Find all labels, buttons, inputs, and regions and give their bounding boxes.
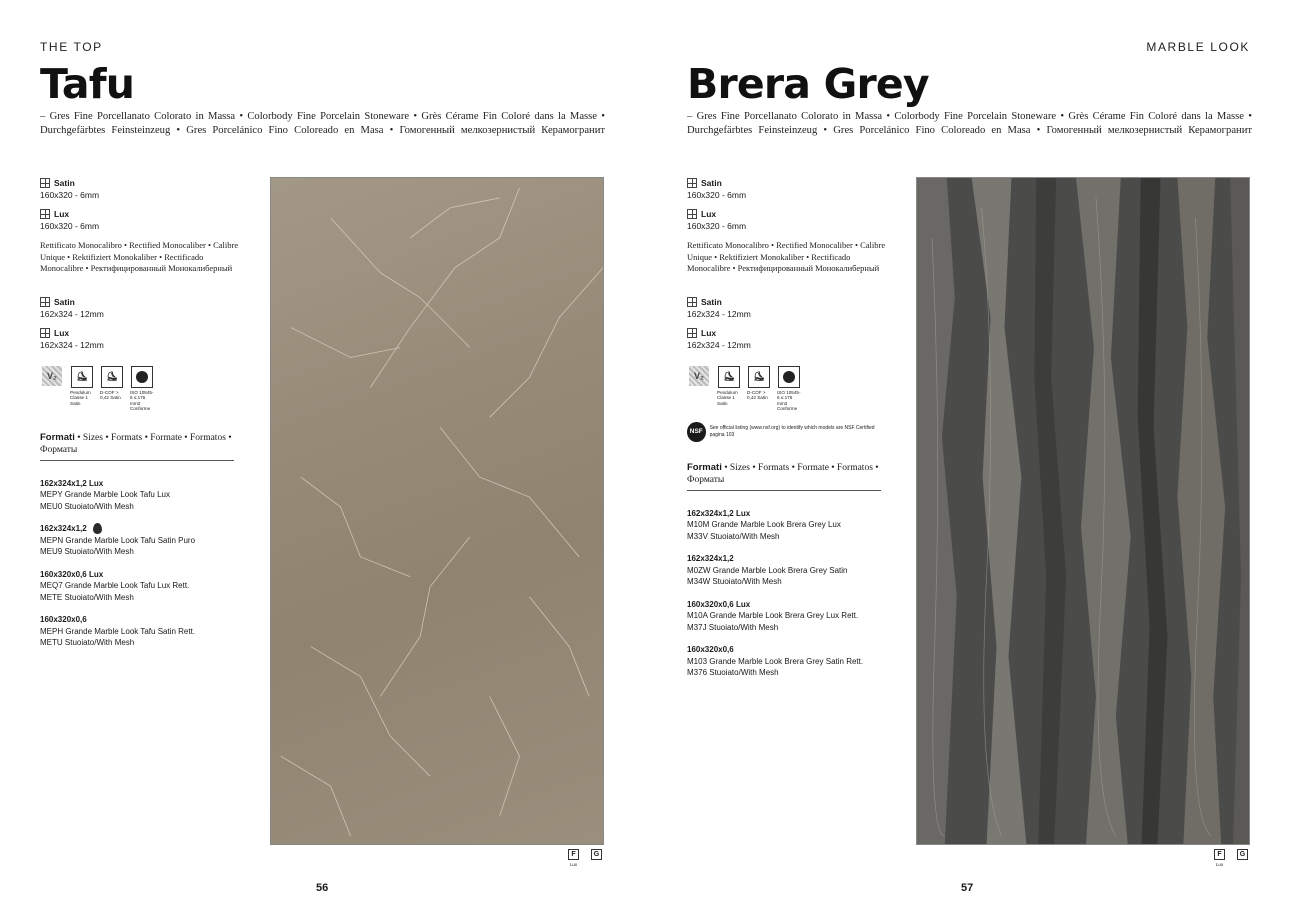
code-line: MEPY Grande Marble Look Tafu Lux [40,490,170,499]
code-size-text: 162x324x1,2 [40,524,87,533]
spec-label: Lux [54,209,70,219]
certification-badges [40,366,240,412]
code-size-text: 162x324x1,2 Lux [40,478,104,488]
spec-label: Satin [54,296,75,307]
code-size [687,599,887,611]
spec-size: 162x324 - 12mm [687,308,751,319]
section-kicker: THE TOP [40,40,103,54]
code-line: MEU0 Stuoiato/With Mesh [40,501,134,511]
finish-legend [1214,849,1248,867]
badge-caption: Pendulum Classe 1 Satin [70,389,91,406]
nsf-certification [687,422,887,442]
code-item [687,508,887,543]
code-size-text: 160x320x0,6 Lux [687,599,751,609]
code-line: M10A Grande Marble Look Brera Grey Lux Rett. [687,611,859,620]
legend-g [591,849,602,867]
code-line: METE Stuoiato/With Mesh [40,592,134,602]
product-title: Tafu [40,60,135,108]
shoe-slip-icon: ⛸ [748,366,770,388]
spec-size: 160x320 - 6mm [40,190,100,200]
badge-caption: ISO 10545-6 ≤ 175 mm3 Conforme [130,389,154,411]
legend-f-box: F [568,849,579,860]
code-line: MEPN Grande Marble Look Tafu Satin Puro [40,535,196,545]
pendulum-badge [70,366,94,412]
code-item [40,478,240,513]
rectified-tile-icon [40,297,50,307]
code-line: METU Stuoiato/With Mesh [40,638,135,647]
product-description: – Gres Fine Porcellanato Colorato in Massa • Colorbody Fine Porcelain Stoneware • Grès Cérame Fin Coloré dans la Masse • Durchgefärbtes Feinsteinzeug • Gres Porcelánico Fino Coloreado en Masa • Гомогенный мелкозернистый Керамогранит [687,111,1252,136]
legend-f [568,849,579,867]
code-size [40,478,240,490]
spec-satin-6mm [687,178,887,200]
product-title: Brera Grey [687,60,929,108]
code-size [687,553,887,565]
spec-satin-6mm [40,178,240,200]
iso-badge [777,366,801,412]
code-line: MEU9 Stuoiato/With Mesh [40,547,134,556]
rectified-note: Rettificato Monocalibro • Rectified Monocaliber • Calibre Unique • Rektifiziert Monokaliber • Rectificado Monocalibre • Ректифицированный Монокалиберный [687,240,886,273]
code-line: M34W Stuoiato/With Mesh [687,577,782,586]
spec-size: 162x324 - 12mm [40,308,104,319]
spec-satin-12mm [687,297,887,319]
legend-g-box: G [1237,849,1248,860]
badge-caption: ISO 10545-6 ≤ 175 mm3 Conforme [777,389,801,411]
spec-size: 162x324 - 12mm [687,339,751,350]
code-item [687,553,887,588]
spec-size: 160x320 - 6mm [687,190,747,200]
product-codes [40,478,240,649]
rectified-tile-icon [687,328,697,338]
code-size [687,644,887,656]
legend-g [1237,849,1248,867]
code-line: M10M Grande Marble Look Brera Grey Lux [687,520,841,529]
code-line: M0ZW Grande Marble Look Brera Grey Satin [687,565,848,575]
shade-variation-icon: V₂ [689,366,709,386]
spec-column [687,178,887,690]
product-codes [687,508,887,679]
code-item [687,644,887,679]
badge-caption: D-COF > 0,42 Satin [100,389,121,400]
rectified-tile-icon [687,297,697,307]
legend-f-box: F [1214,849,1225,860]
shade-variation-badge [40,366,64,412]
finish-legend [568,849,602,867]
formats-translations: • Sizes • Formats • Formate • Formatos • Форматы [687,462,879,485]
page-right [646,0,1291,920]
spec-size: 160x320 - 6mm [40,221,100,231]
code-size [40,614,240,626]
brera-grey-marble-swatch [916,177,1250,845]
rectified-note: Rettificato Monocalibro • Rectified Monocaliber • Calibre Unique • Rektifiziert Monokaliber • Rectificado Monocalibre • Ректифицированный Монокалиберный [40,240,239,273]
code-item [40,614,240,649]
spec-column [40,178,240,660]
certification-badges [687,366,887,412]
nsf-logo: NSF [687,422,706,442]
marble-streaks [917,178,1249,844]
spec-satin-12mm [40,297,240,319]
abrasion-icon [778,366,800,388]
spec-label: Lux [701,209,717,219]
code-line: M33V Stuoiato/With Mesh [687,531,780,541]
abrasion-icon [131,366,153,388]
section-kicker: MARBLE LOOK [1146,40,1250,54]
shade-variation-icon: V₂ [42,366,62,386]
code-item [687,599,887,634]
spec-lux-6mm [40,209,240,231]
code-item [40,569,240,604]
code-item [40,523,240,558]
formats-label: Formati [40,431,75,443]
spec-lux-12mm [687,328,887,350]
code-size-text: 160x320x0,6 Lux [40,569,104,579]
code-size-text: 160x320x0,6 [687,645,734,654]
product-description: – Gres Fine Porcellanato Colorato in Massa • Colorbody Fine Porcelain Stoneware • Grès Cérame Fin Coloré dans la Masse • Durchgefärbtes Feinsteinzeug • Gres Porcelánico Fino Coloreado en Masa • Гомогенный мелкозернистый Керамогранит [40,111,605,136]
nsf-note: See official listing (www.nsf.org) to identify which models are NSF Certified pagina 103 [709,425,875,438]
legend-f [1214,849,1225,867]
legend-g-box: G [591,849,602,860]
badge-caption: Pendulum Classe 1 Satin [717,389,738,406]
page-number: 57 [961,882,974,894]
spec-label: Satin [54,178,75,188]
code-size [40,523,240,535]
shade-variation-badge [687,366,711,412]
formats-heading [687,462,881,491]
rectified-tile-icon [687,209,697,219]
dcof-badge [747,366,771,412]
spec-size: 160x320 - 6mm [687,221,747,231]
tafu-marble-swatch [270,177,604,845]
code-size-text: 162x324x1,2 [687,554,734,563]
water-drop-icon [93,523,102,534]
code-line: MEQ7 Grande Marble Look Tafu Lux Rett. [40,581,190,590]
rectified-tile-icon [40,178,50,188]
code-line: MEPH Grande Marble Look Tafu Satin Rett. [40,626,196,636]
spec-size: 162x324 - 12mm [40,339,104,350]
shoe-slip-icon: ⛸ [101,366,123,388]
spec-label: Satin [701,296,722,307]
legend-caption: Lux [1215,862,1224,867]
badge-caption: D-COF > 0,42 Satin [747,389,768,400]
code-size-text: 160x320x0,6 [40,615,87,624]
page-left [0,0,645,920]
shoe-slip-icon: ⛸ [71,366,93,388]
iso-badge [130,366,154,412]
pendulum-badge [717,366,741,412]
marble-veins [271,178,603,844]
spec-label: Lux [54,327,70,338]
shoe-slip-icon: ⛸ [718,366,740,388]
code-line: M37J Stuoiato/With Mesh [687,622,779,632]
spec-lux-6mm [687,209,887,231]
code-size-text: 162x324x1,2 Lux [687,508,751,518]
spec-lux-12mm [40,328,240,350]
spec-label: Satin [701,178,722,188]
dcof-badge [100,366,124,412]
rectified-tile-icon [40,328,50,338]
rectified-tile-icon [687,178,697,188]
code-size [687,508,887,520]
formats-heading [40,432,234,461]
formats-label: Formati [687,461,722,473]
code-size [40,569,240,581]
rectified-tile-icon [40,209,50,219]
code-line: M103 Grande Marble Look Brera Grey Satin Rett. [687,656,864,666]
formats-translations: • Sizes • Formats • Formate • Formatos • Форматы [40,432,232,455]
spec-label: Lux [701,327,717,338]
code-line: M376 Stuoiato/With Mesh [687,668,779,677]
legend-caption: Lux [569,862,578,867]
page-number: 56 [316,882,329,894]
